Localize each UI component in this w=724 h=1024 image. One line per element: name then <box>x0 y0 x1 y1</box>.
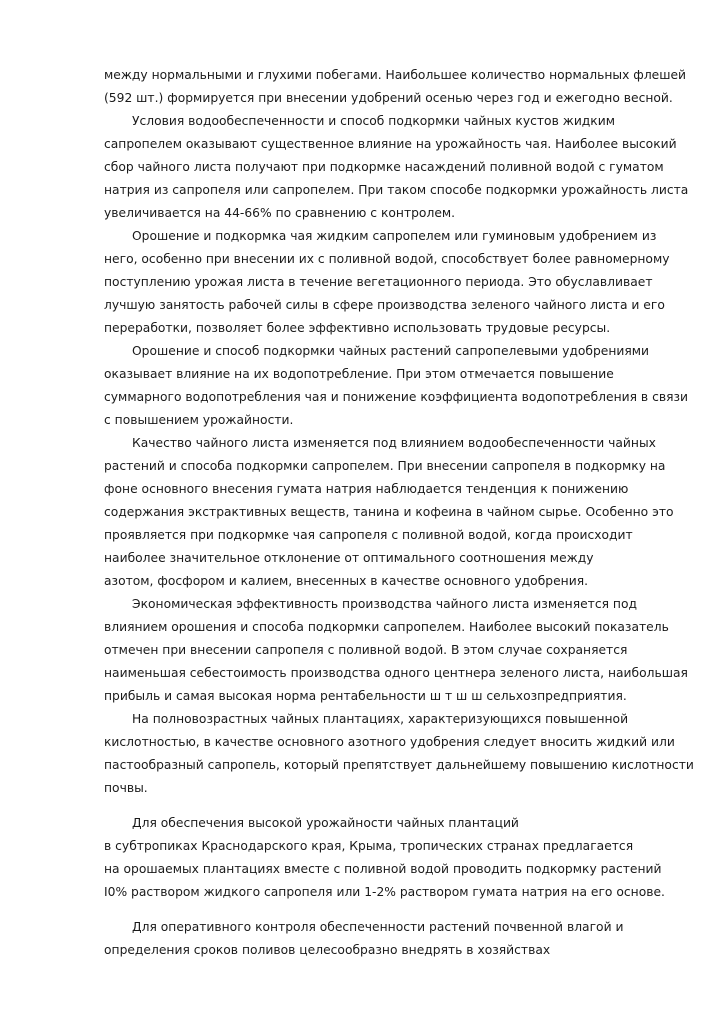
text-line: натрия из сапропеля или сапропелем. При таком способе подкормки урожайность листа <box>104 183 689 197</box>
text-line: почвы. <box>104 781 148 795</box>
text-line: I0% раствором жидкого сапропеля или 1-2% раствором гумата натрия на его основе. <box>104 885 665 899</box>
text-line: пастообразный сапропель, который препятствует дальнейшему повышению кислотности <box>104 758 694 772</box>
paragraph-first-line: Орошение и подкормка чая жидким сапропелем или гуминовым удобрением из <box>132 229 657 243</box>
text-line: растений и способа подкормки сапропелем. При внесении сапропеля в подкормку на <box>104 459 666 473</box>
paragraph-first-line: Условия водообеспеченности и способ подкормки чайных кустов жидким <box>132 114 616 128</box>
text-line: лучшую занятость рабочей силы в сфере производства зеленого чайного листа и его <box>104 298 665 312</box>
text-line: (592 шт.) формируется при внесении удобрений осенью через год и ежегодно весной. <box>104 91 673 105</box>
paragraph-first-line: Для обеспечения высокой урожайности чайных плантаций <box>132 816 519 830</box>
text-line: оказывает влияние на их водопотребление. При этом отмечается повышение <box>104 367 614 381</box>
text-line: влиянием орошения и способа подкормки сапропелем. Наиболее высокий показатель <box>104 620 669 634</box>
text-line: проявляется при подкормке чая сапропеля с поливной водой, когда происходит <box>104 528 633 542</box>
text-line: в субтропиках Краснодарского края, Крыма, тропических странах предлагается <box>104 839 634 853</box>
text-line: него, особенно при внесении их с поливной водой, способствует более равномерному <box>104 252 670 266</box>
text-line: кислотностью, в качестве основного азотного удобрения следует вносить жидкий или <box>104 735 675 749</box>
text-line: поступлению урожая листа в течение вегетационного периода. Это обуславливает <box>104 275 653 289</box>
text-line: содержания экстрактивных веществ, танина и кофеина в чайном сырье. Особенно это <box>104 505 674 519</box>
text-line: с повышением урожайности. <box>104 413 294 427</box>
paragraph-first-line: Для оперативного контроля обеспеченности растений почвенной влагой и <box>132 920 624 934</box>
text-line: азотом, фосфором и калием, внесенных в качестве основного удобрения. <box>104 574 588 588</box>
text-line: наименьшая себестоимость производства одного центнера зеленого листа, наибольшая <box>104 666 688 680</box>
paragraph-first-line: На полновозрастных чайных плантациях, характеризующихся повышенной <box>132 712 629 726</box>
text-line: сапропелем оказывают существенное влияние на урожайность чая. Наиболее высокий <box>104 137 677 151</box>
text-line: наиболее значительное отклонение от оптимального соотношения между <box>104 551 594 565</box>
paragraph-first-line: Качество чайного листа изменяется под влиянием водообеспеченности чайных <box>132 436 656 450</box>
text-line: прибыль и самая высокая норма рентабельности ш т ш ш сельхозпредприятия. <box>104 689 627 703</box>
text-line: фоне основного внесения гумата натрия наблюдается тенденция к понижению <box>104 482 629 496</box>
text-line: увеличивается на 44-66% по сравнению с контролем. <box>104 206 456 220</box>
text-line: сбор чайного листа получают при подкормке насаждений поливной водой с гуматом <box>104 160 664 174</box>
text-line: между нормальными и глухими побегами. Наибольшее количество нормальных флешей <box>104 68 687 82</box>
text-line: определения сроков поливов целесообразно внедрять в хозяйствах <box>104 943 551 957</box>
text-line: суммарного водопотребления чая и понижение коэффициента водопотребления в связи <box>104 390 689 404</box>
text-line: на орошаемых плантациях вместе с поливной водой проводить подкормку растений <box>104 862 662 876</box>
text-line: переработки, позволяет более эффективно использовать трудовые ресурсы. <box>104 321 611 335</box>
paragraph-first-line: Орошение и способ подкормки чайных растений сапропелевыми удобрениями <box>132 344 650 358</box>
text-line: отмечен при внесении сапропеля с поливной водой. В этом случае сохраняется <box>104 643 628 657</box>
paragraph-first-line: Экономическая эффективность производства чайного листа изменяется под <box>132 597 637 611</box>
